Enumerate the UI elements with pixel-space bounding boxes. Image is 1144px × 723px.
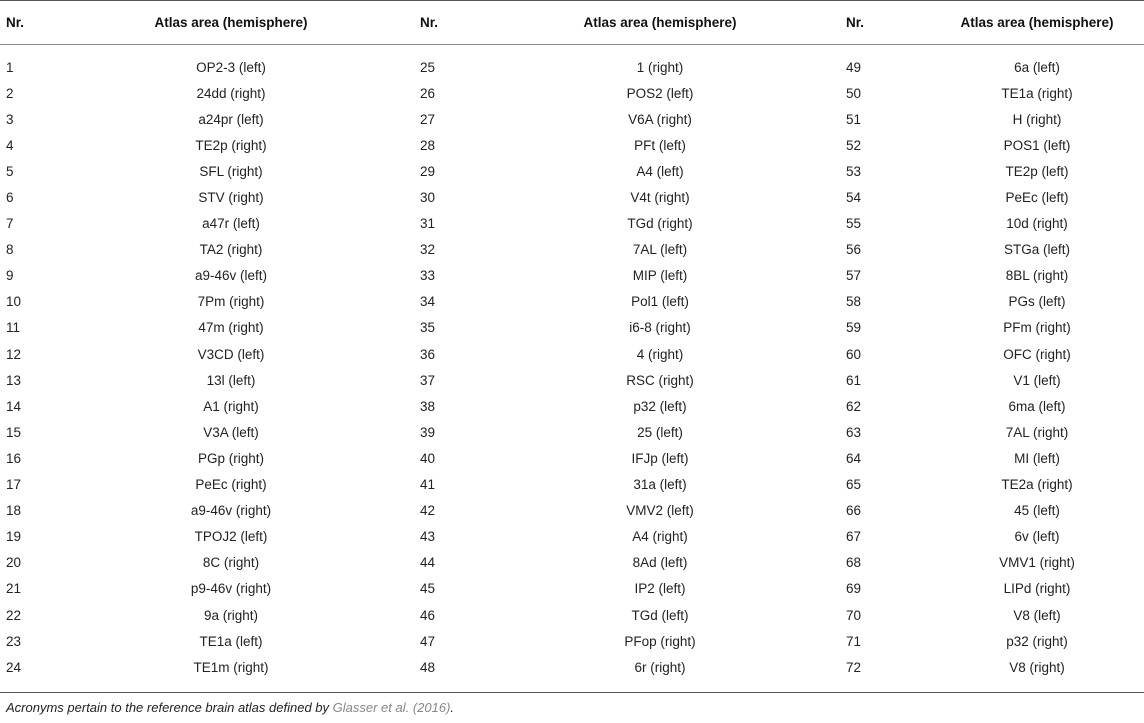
cell-nr: 46 bbox=[420, 607, 436, 623]
cell-nr: 33 bbox=[420, 268, 436, 284]
cell-nr: 30 bbox=[420, 190, 436, 206]
header-area-col3: Atlas area (hemisphere) bbox=[960, 14, 1114, 30]
cell-atlas-area: TE1a (left) bbox=[199, 633, 263, 649]
cell-atlas-area: 25 (left) bbox=[637, 424, 683, 440]
cell-atlas-area: V3A (left) bbox=[203, 424, 259, 440]
table-footnote bbox=[6, 700, 454, 715]
cell-atlas-area: p32 (left) bbox=[633, 398, 687, 414]
cell-nr: 13 bbox=[6, 372, 22, 388]
cell-nr: 19 bbox=[6, 529, 22, 545]
cell-atlas-area: 9a (right) bbox=[203, 607, 259, 623]
cell-nr: 54 bbox=[846, 190, 862, 206]
cell-nr: 2 bbox=[6, 85, 14, 101]
cell-nr: 49 bbox=[846, 59, 862, 75]
cell-atlas-area: TE1a (right) bbox=[1001, 85, 1073, 101]
cell-nr: 22 bbox=[6, 607, 22, 623]
table-row bbox=[0, 158, 1144, 184]
cell-atlas-area: A4 (left) bbox=[636, 163, 684, 179]
footnote-prefix: Acronyms pertain to the reference brain atlas defined by bbox=[6, 700, 333, 715]
cell-nr: 29 bbox=[420, 163, 436, 179]
cell-nr: 37 bbox=[420, 372, 436, 388]
cell-nr: 41 bbox=[420, 477, 436, 493]
cell-nr: 72 bbox=[846, 659, 862, 675]
cell-nr: 26 bbox=[420, 85, 436, 101]
cell-nr: 4 bbox=[6, 137, 14, 153]
cell-atlas-area: TE2p (left) bbox=[1005, 163, 1069, 179]
cell-nr: 62 bbox=[846, 398, 862, 414]
cell-nr: 43 bbox=[420, 529, 436, 545]
cell-atlas-area: 6v (left) bbox=[1014, 529, 1060, 545]
header-area-col1: Atlas area (hemisphere) bbox=[154, 14, 308, 30]
cell-atlas-area: a9-46v (left) bbox=[194, 268, 268, 284]
cell-atlas-area: 1 (right) bbox=[636, 59, 684, 75]
cell-atlas-area: 6r (right) bbox=[634, 659, 686, 675]
cell-atlas-area: 47m (right) bbox=[198, 320, 264, 336]
cell-nr: 8 bbox=[6, 242, 14, 258]
cell-nr: 12 bbox=[6, 346, 22, 362]
cell-atlas-area: V4t (right) bbox=[630, 190, 690, 206]
table-row bbox=[0, 419, 1144, 445]
cell-nr: 66 bbox=[846, 503, 862, 519]
cell-atlas-area: VMV2 (left) bbox=[626, 503, 694, 519]
table-row bbox=[0, 237, 1144, 263]
cell-nr: 9 bbox=[6, 268, 14, 284]
cell-atlas-area: 6a (left) bbox=[1014, 59, 1060, 75]
cell-nr: 31 bbox=[420, 216, 436, 232]
cell-nr: 70 bbox=[846, 607, 862, 623]
cell-atlas-area: PFt (left) bbox=[634, 137, 686, 153]
cell-atlas-area: STV (right) bbox=[198, 190, 264, 206]
table-row bbox=[0, 44, 1144, 80]
cell-nr: 34 bbox=[420, 294, 436, 310]
cell-nr: 58 bbox=[846, 294, 862, 310]
table-row bbox=[0, 472, 1144, 498]
cell-nr: 45 bbox=[420, 581, 436, 597]
cell-nr: 18 bbox=[6, 503, 22, 519]
cell-atlas-area: TE2a (right) bbox=[1001, 477, 1073, 493]
cell-nr: 53 bbox=[846, 163, 862, 179]
cell-nr: 71 bbox=[846, 633, 862, 649]
cell-atlas-area: MI (left) bbox=[1014, 450, 1060, 466]
table-row bbox=[0, 211, 1144, 237]
cell-atlas-area: V8 (left) bbox=[1013, 607, 1061, 623]
cell-atlas-area: 7AL (right) bbox=[1005, 424, 1069, 440]
cell-nr: 51 bbox=[846, 111, 862, 127]
table-header-row bbox=[0, 0, 1144, 44]
cell-atlas-area: PGp (right) bbox=[197, 450, 265, 466]
cell-atlas-area: PFop (right) bbox=[624, 633, 696, 649]
table-row bbox=[0, 315, 1144, 341]
cell-nr: 57 bbox=[846, 268, 862, 284]
cell-nr: 28 bbox=[420, 137, 436, 153]
cell-atlas-area: V8 (right) bbox=[1009, 659, 1065, 675]
cell-nr: 68 bbox=[846, 555, 862, 571]
cell-atlas-area: 7Pm (right) bbox=[197, 294, 265, 310]
cell-nr: 61 bbox=[846, 372, 862, 388]
cell-atlas-area: H (right) bbox=[1012, 111, 1062, 127]
cell-nr: 20 bbox=[6, 555, 22, 571]
cell-atlas-area: TPOJ2 (left) bbox=[194, 529, 268, 545]
cell-nr: 35 bbox=[420, 320, 436, 336]
cell-atlas-area: V3CD (left) bbox=[197, 346, 265, 362]
table-row bbox=[0, 184, 1144, 210]
cell-nr: 44 bbox=[420, 555, 436, 571]
cell-atlas-area: POS1 (left) bbox=[1003, 137, 1071, 153]
table-body bbox=[0, 44, 1144, 680]
cell-nr: 59 bbox=[846, 320, 862, 336]
cell-nr: 47 bbox=[420, 633, 436, 649]
header-nr-col3: Nr. bbox=[846, 14, 865, 30]
cell-atlas-area: V6A (right) bbox=[628, 111, 692, 127]
table-row bbox=[0, 289, 1144, 315]
cell-atlas-area: 7AL (left) bbox=[632, 242, 688, 258]
cell-atlas-area: a47r (left) bbox=[202, 216, 260, 232]
cell-nr: 25 bbox=[420, 59, 436, 75]
cell-nr: 64 bbox=[846, 450, 862, 466]
cell-atlas-area: TA2 (right) bbox=[199, 242, 263, 258]
table-row bbox=[0, 80, 1144, 106]
cell-atlas-area: RSC (right) bbox=[626, 372, 694, 388]
cell-nr: 32 bbox=[420, 242, 436, 258]
cell-atlas-area: TE2p (right) bbox=[195, 137, 267, 153]
cell-atlas-area: V1 (left) bbox=[1013, 372, 1061, 388]
table-row bbox=[0, 445, 1144, 471]
cell-nr: 69 bbox=[846, 581, 862, 597]
table-row bbox=[0, 498, 1144, 524]
cell-nr: 60 bbox=[846, 346, 862, 362]
cell-atlas-area: 13l (left) bbox=[206, 372, 256, 388]
header-area-col2: Atlas area (hemisphere) bbox=[583, 14, 737, 30]
cell-atlas-area: TGd (left) bbox=[631, 607, 689, 623]
cell-nr: 65 bbox=[846, 477, 862, 493]
cell-nr: 39 bbox=[420, 424, 436, 440]
cell-atlas-area: i6-8 (right) bbox=[629, 320, 691, 336]
cell-atlas-area: MIP (left) bbox=[632, 268, 688, 284]
cell-nr: 10 bbox=[6, 294, 22, 310]
cell-nr: 50 bbox=[846, 85, 862, 101]
cell-nr: 5 bbox=[6, 163, 14, 179]
cell-nr: 7 bbox=[6, 216, 14, 232]
cell-atlas-area: TGd (right) bbox=[627, 216, 693, 232]
table-row bbox=[0, 367, 1144, 393]
cell-atlas-area: a24pr (left) bbox=[198, 111, 264, 127]
table-row bbox=[0, 341, 1144, 367]
cell-atlas-area: OP2-3 (left) bbox=[196, 59, 266, 75]
cell-atlas-area: POS2 (left) bbox=[626, 85, 694, 101]
footnote-suffix: . bbox=[450, 700, 455, 715]
header-nr-col2: Nr. bbox=[420, 14, 439, 30]
cell-atlas-area: 6ma (left) bbox=[1008, 398, 1066, 414]
cell-atlas-area: p32 (right) bbox=[1006, 633, 1068, 649]
cell-atlas-area: IP2 (left) bbox=[634, 581, 686, 597]
cell-atlas-area: TE1m (right) bbox=[193, 659, 269, 675]
cell-nr: 17 bbox=[6, 477, 22, 493]
cell-atlas-area: 10d (right) bbox=[1006, 216, 1068, 232]
header-nr-col1: Nr. bbox=[6, 14, 25, 30]
cell-nr: 55 bbox=[846, 216, 862, 232]
table-row bbox=[0, 550, 1144, 576]
cell-atlas-area: OFC (right) bbox=[1003, 346, 1071, 362]
cell-nr: 23 bbox=[6, 633, 22, 649]
cell-nr: 67 bbox=[846, 529, 862, 545]
cell-nr: 52 bbox=[846, 137, 862, 153]
cell-nr: 48 bbox=[420, 659, 436, 675]
cell-nr: 6 bbox=[6, 190, 14, 206]
cell-nr: 36 bbox=[420, 346, 436, 362]
cell-atlas-area: SFL (right) bbox=[199, 163, 263, 179]
cell-nr: 1 bbox=[6, 59, 14, 75]
table-row bbox=[0, 263, 1144, 289]
cell-atlas-area: 45 (left) bbox=[1014, 503, 1060, 519]
cell-atlas-area: Pol1 (left) bbox=[631, 294, 689, 310]
cell-atlas-area: VMV1 (right) bbox=[999, 555, 1075, 571]
cell-nr: 38 bbox=[420, 398, 436, 414]
table-row bbox=[0, 602, 1144, 628]
cell-atlas-area: p9-46v (right) bbox=[190, 581, 272, 597]
table-row bbox=[0, 524, 1144, 550]
table-row bbox=[0, 393, 1144, 419]
table-row bbox=[0, 628, 1144, 654]
cell-nr: 56 bbox=[846, 242, 862, 258]
cell-nr: 11 bbox=[6, 320, 21, 336]
cell-atlas-area: 8Ad (left) bbox=[632, 555, 688, 571]
table-row bbox=[0, 106, 1144, 132]
cell-atlas-area: 8BL (right) bbox=[1005, 268, 1069, 284]
cell-atlas-area: A1 (right) bbox=[203, 398, 259, 414]
cell-nr: 16 bbox=[6, 450, 22, 466]
cell-atlas-area: PeEc (right) bbox=[195, 477, 267, 493]
cell-atlas-area: A4 (right) bbox=[632, 529, 688, 545]
footnote-citation-link[interactable]: Glasser et al. (2016) bbox=[332, 700, 451, 715]
cell-atlas-area: 24dd (right) bbox=[196, 85, 266, 101]
cell-nr: 27 bbox=[420, 111, 436, 127]
cell-atlas-area: PFm (right) bbox=[1003, 320, 1071, 336]
cell-nr: 24 bbox=[6, 659, 22, 675]
cell-atlas-area: PeEc (left) bbox=[1005, 190, 1069, 206]
cell-atlas-area: 8C (right) bbox=[202, 555, 260, 571]
cell-nr: 21 bbox=[6, 581, 22, 597]
cell-nr: 40 bbox=[420, 450, 436, 466]
cell-atlas-area: PGs (left) bbox=[1008, 294, 1066, 310]
cell-nr: 14 bbox=[6, 398, 22, 414]
cell-atlas-area: STGa (left) bbox=[1003, 242, 1070, 258]
table-row bbox=[0, 132, 1144, 158]
cell-atlas-area: 4 (right) bbox=[636, 346, 684, 362]
cell-nr: 3 bbox=[6, 111, 14, 127]
table-row bbox=[0, 654, 1144, 680]
table-row bbox=[0, 576, 1144, 602]
cell-atlas-area: 31a (left) bbox=[633, 477, 687, 493]
cell-atlas-area: LIPd (right) bbox=[1003, 581, 1071, 597]
table-bottom-rule bbox=[0, 692, 1144, 693]
cell-atlas-area: IFJp (left) bbox=[631, 450, 689, 466]
cell-nr: 42 bbox=[420, 503, 436, 519]
cell-atlas-area: a9-46v (right) bbox=[190, 503, 272, 519]
cell-nr: 15 bbox=[6, 424, 22, 440]
cell-nr: 63 bbox=[846, 424, 862, 440]
